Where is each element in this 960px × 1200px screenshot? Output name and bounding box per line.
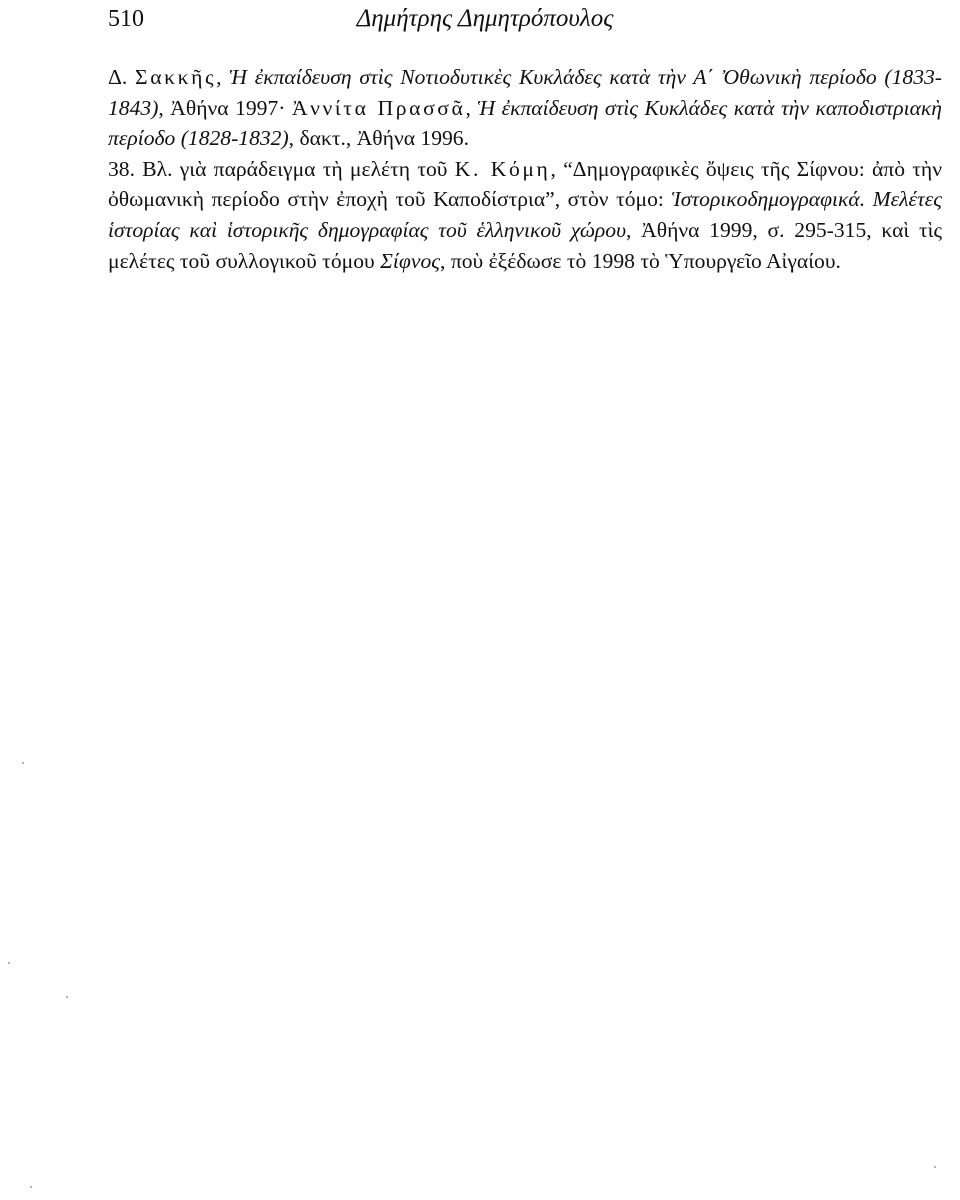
- footnote-38: [108, 154, 942, 276]
- footnote-continuation: [108, 62, 942, 154]
- footnotes: [108, 62, 942, 276]
- work-title: Ἱστορικοδημογραφικά. Μελέτες ἱστορίας καὶ ἱστορικῆς δημογραφίας τοῦ ἑλληνικοῦ χώρου: [108, 187, 942, 242]
- running-head: Δημήτρης Δημητρόπουλος: [356, 5, 614, 32]
- work-title: Σίφνος: [380, 248, 441, 273]
- work-title: Ἡ ἐκπαίδευση στὶς Κυκλάδες κατὰ τὴν καποδιστριακὴ περίοδο (1828-1832): [108, 95, 943, 151]
- author-name: Σακκῆς: [135, 65, 217, 89]
- scan-speck: [8, 962, 10, 964]
- note-segment: , “Δημογραφικὲς ὄψεις τῆς Σίφνου: ἀπὸ τὴν ὀθωμανικὴ περίοδο στὴν ἐποχὴ τοῦ Καποδίστρια”, στὸν τόμο:: [108, 156, 942, 212]
- note-segment: , Ἀθήνα 1997·: [158, 95, 292, 120]
- page-header: [108, 4, 942, 38]
- note-segment: 38. Βλ. γιὰ παράδειγμα τὴ μελέτη τοῦ: [108, 156, 455, 181]
- note-segment: Δ.: [108, 65, 136, 89]
- scan-speck: [30, 1186, 32, 1188]
- note-segment: ,: [216, 65, 230, 89]
- page-number: 510: [108, 6, 144, 32]
- work-title: Ἡ ἐκπαίδευση στὶς Νοτιοδυτικὲς Κυκλάδες κατὰ τὴν Α΄ Ὀθωνικὴ περίοδο (1833-1843): [108, 65, 943, 120]
- scan-speck: [934, 1166, 936, 1168]
- author-name: Ἀννίτα Πρασσᾶ: [291, 95, 466, 120]
- note-segment: , δακτ., Ἀθήνα 1996.: [288, 126, 470, 151]
- scan-speck: [66, 996, 68, 998]
- note-segment: ,: [465, 95, 478, 120]
- note-segment: , Ἀθήνα 1999, σ. 295-315, καὶ τὶς μελέτες τοῦ συλλογικοῦ τόμου: [108, 217, 942, 273]
- author-name: Κ. Κόμη: [454, 156, 551, 181]
- note-segment: , ποὺ ἐξέδωσε τὸ 1998 τὸ Ὑπουργεῖο Αἰγαίου.: [440, 248, 841, 273]
- scan-speck: [22, 762, 24, 764]
